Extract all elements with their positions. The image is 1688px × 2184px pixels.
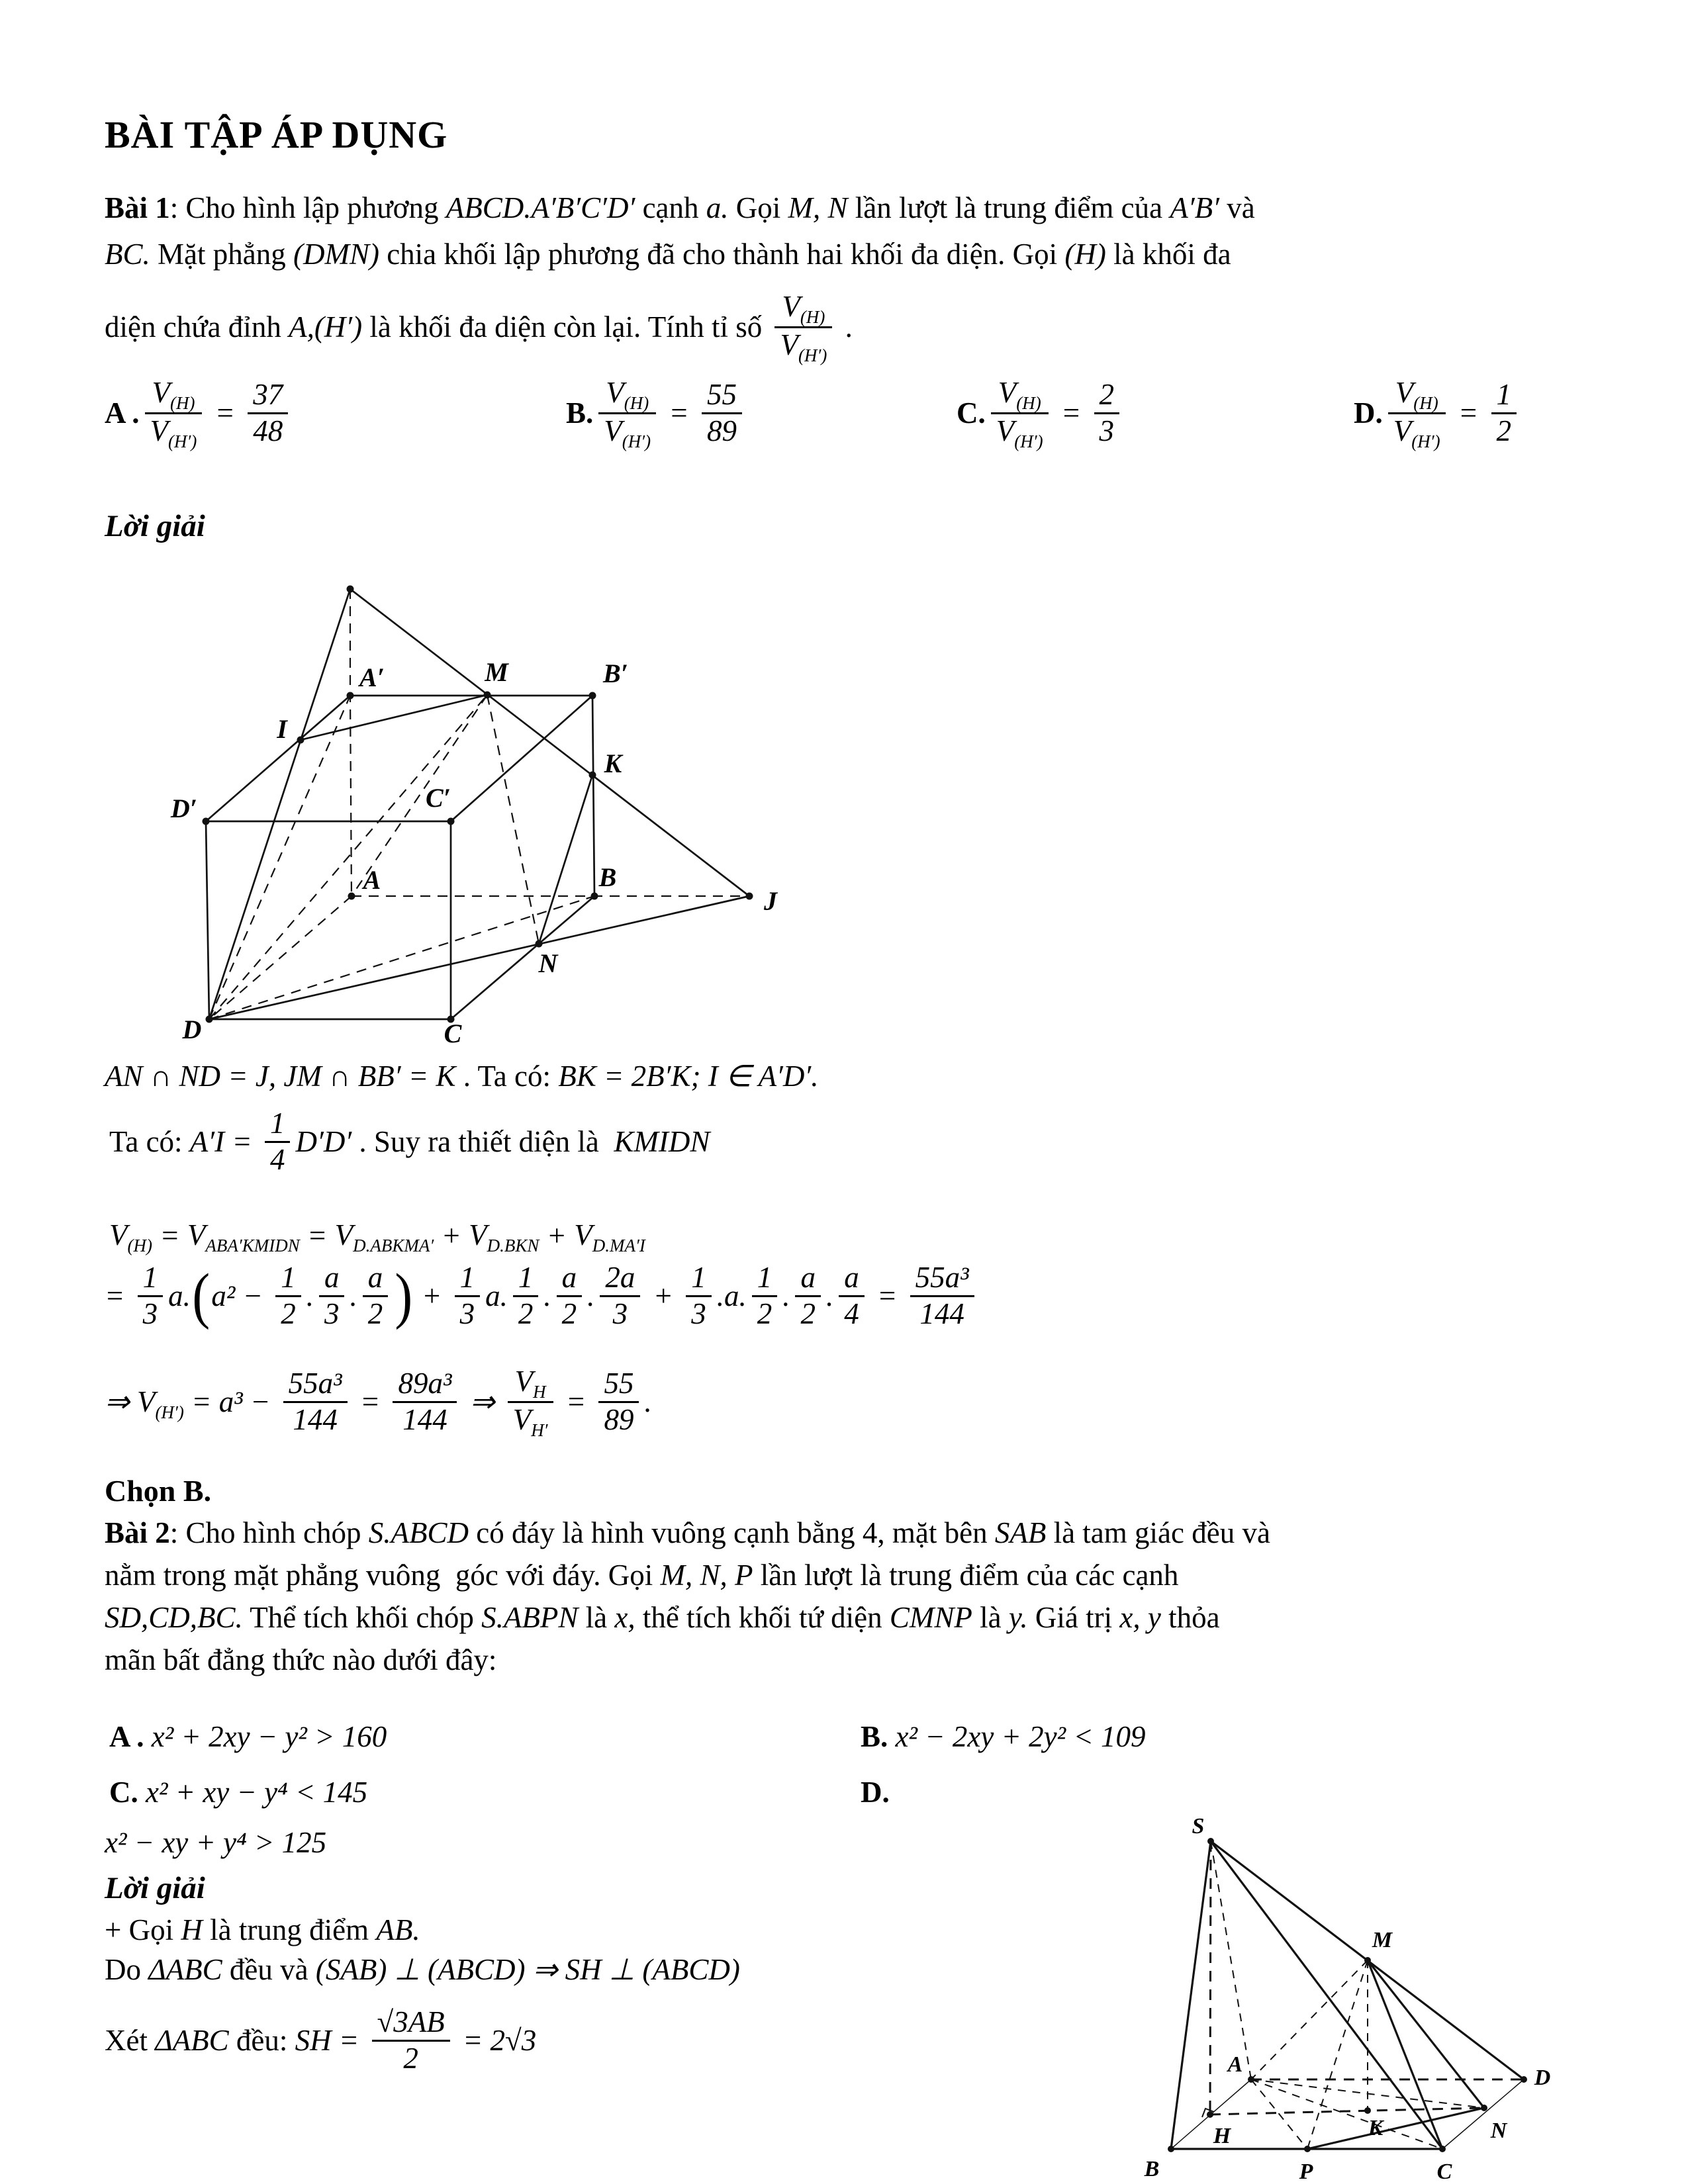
solution2-heading: Lời giải — [105, 1871, 205, 1905]
solution1-step5: ⇒ $V_{(H')}$ = a³ − $\frac{\text{55a³}}{144}$ = $\frac{\text{89a³}}{144}$ ⇒ $\frac{V_H}{V_{H'}}$ = $\frac{55}{89}$ . — [105, 1365, 652, 1440]
pyramid-dashed-edges — [1211, 1841, 1484, 2149]
problem2-line4: mãn bất đẳng thức nào dưới đây: — [105, 1643, 497, 1676]
vertex-label-b-prime: B′ — [603, 659, 628, 688]
solution1-step3: $V_{(H)}$ = $V_{ABA'KMIDN}$ = $V_{D.ABKMA'}$ + $V_{D.BKN}$ + $V_{D.MA'I}$ — [109, 1218, 645, 1255]
problem2-line2: nằm trong mặt phẳng vuông góc với đáy. Gọi M, N, P lần lượt là trung điểm của các cạnh — [105, 1559, 1179, 1592]
problem1-line2: BC. Mặt phẳng (DMN) chia khối lập phương đã cho thành hai khối đa diện. Gọi (H) là khối đa — [105, 238, 1231, 271]
vertex-label-k: K — [604, 749, 622, 778]
vertex-label-n: N — [1490, 2118, 1507, 2143]
vertex-label-i: I — [277, 714, 287, 744]
vertex-label-a-prime: A′ — [359, 662, 385, 692]
problem2-option-a: A . x² + 2xy − y² > 160 — [109, 1720, 387, 1753]
pyramid-figure — [1119, 1813, 1609, 2184]
problem1-option-b: B. $\frac{V_{(H)}}{V_{(H')}}$ = $\frac{55}{89}$ — [566, 376, 747, 451]
problem2-option-b: B. x² − 2xy + 2y² < 109 — [861, 1720, 1146, 1753]
vertex-label-n: N — [538, 948, 558, 978]
solution1-heading: Lời giải — [105, 509, 205, 543]
problem1-option-a: A . $\frac{V_{(H)}}{V_{(H')}}$ = $\frac{37}{48}$ — [105, 376, 293, 451]
problem2-option-c: C. x² + xy − y⁴ < 145 — [109, 1776, 368, 1809]
vertex-label-b: B — [1144, 2157, 1160, 2181]
solution1-step2: Ta có: A′I = $\frac{1}{4}$ D′D′ . Suy ra thiết diện là KMIDN — [109, 1107, 710, 1176]
problem1-line1: Bài 1 : Cho hình lập phương ABCD.A′B′C′D′ cạnh a. Gọi M, N lần lượt là trung điểm của A′B′ và — [105, 191, 1255, 224]
solution1-step4: = $\frac{1}{3}$ a. ( a² − $\frac{1}{2}$ . $\frac{a}{3}$ . $\frac{a}{2}$ ) + $\frac{1}{3}$ a. $\frac{1}{2}$ . $\frac{a}{2}$ . $\frac{2a}{3}$ + $\frac{1}{3}$ .a. $\frac{1}{2}$ . $\frac{a}{2}$ . $\frac{a}{4}$ = $\frac{\text{55a³}}{144}$ — [105, 1261, 980, 1332]
vertex-label-d-prime: D′ — [170, 794, 198, 823]
solution1-answer-choice: Chọn B. — [105, 1474, 212, 1508]
cube-solid-edges — [206, 589, 749, 1019]
problem2-line3: SD,CD,BC. Thể tích khối chóp S.ABPN là x, thể tích khối tứ diện CMNP là y. Giá trị x, y thỏa — [105, 1601, 1220, 1634]
solution2-step3: Xét ΔABC đều: SH = $\frac{√3AB}{2}$ = 2√3 — [105, 2005, 537, 2075]
problem1-option-c: C. $\frac{V_{(H)}}{V_{(H')}}$ = $\frac{2}{3}$ — [957, 376, 1125, 451]
vertex-label-h: H — [1213, 2124, 1231, 2148]
vertex-label-k: K — [1368, 2116, 1383, 2140]
solution2-step2: Do ΔABC đều và (SAB) ⊥ (ABCD) ⇒ SH ⊥ (ABCD) — [105, 1953, 740, 1986]
vertex-label-d: D — [182, 1015, 202, 1044]
vertex-label-s: S — [1192, 1814, 1205, 1839]
page-title: BÀI TẬP ÁP DỤNG — [105, 113, 448, 156]
problem2-option-d: D. — [861, 1776, 890, 1809]
vertex-label-c-prime: C′ — [426, 783, 451, 813]
vertex-label-m: M — [1372, 1928, 1393, 1952]
problem2-option-extra: x² − xy + y⁴ > 125 — [105, 1826, 327, 1859]
solution1-step1: AN ∩ ND = J, JM ∩ BB′ = K . Ta có: BK = 2B′K; I ∈ A′D′. — [105, 1060, 819, 1093]
vertex-label-d: D — [1534, 2066, 1551, 2090]
vertex-label-p: P — [1299, 2160, 1313, 2184]
vertex-label-m: M — [485, 657, 508, 687]
vertex-label-b: B — [598, 862, 617, 892]
vertex-label-c: C — [1436, 2160, 1452, 2184]
vertex-label-j: J — [764, 886, 777, 916]
problem2-line1: Bài 2 : Cho hình chóp S.ABCD có đáy là hình vuông cạnh bằng 4, mặt bên SAB là tam giác đều và — [105, 1516, 1270, 1549]
vertex-label-c: C — [444, 1019, 462, 1048]
solution2-step1: + Gọi H là trung điểm AB. — [105, 1913, 420, 1946]
problem1-line3: diện chứa đỉnh A,(H′) là khối đa diện còn lại. Tính tỉ số $\frac{V_{(H)}}{V_{(H')}}$ . — [105, 290, 853, 365]
cube-figure — [165, 566, 794, 1048]
problem1-option-d: D. $\frac{V_{(H)}}{V_{(H')}}$ = $\frac{1}{2}$ — [1354, 376, 1522, 451]
vertex-label-a: A — [1227, 2052, 1243, 2077]
vertex-label-a: A — [363, 865, 381, 895]
cube-dashed-edges — [209, 589, 749, 1019]
